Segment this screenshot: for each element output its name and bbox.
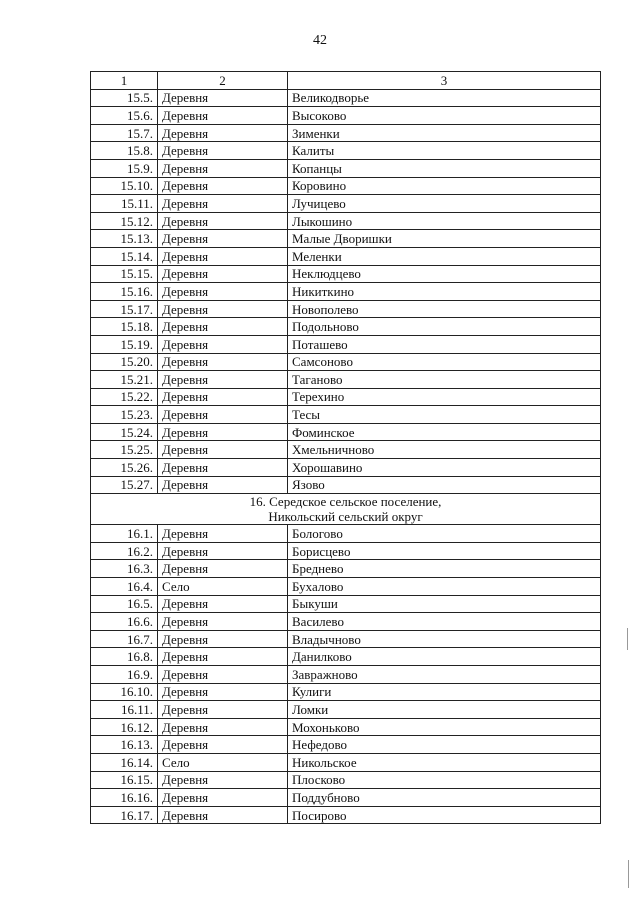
row-number: 15.7. <box>91 124 158 142</box>
table-row <box>91 441 601 459</box>
row-number: 15.26. <box>91 459 158 477</box>
settlement-name: Лыкошино <box>288 212 601 230</box>
row-number: 15.5. <box>91 89 158 107</box>
row-number: 15.19. <box>91 335 158 353</box>
row-number: 15.6. <box>91 107 158 125</box>
table-row <box>91 578 601 596</box>
settlement-name: Бологово <box>288 525 601 543</box>
settlement-type: Деревня <box>158 406 288 424</box>
table-row <box>91 195 601 213</box>
settlement-name: Терехино <box>288 388 601 406</box>
row-number: 16.7. <box>91 630 158 648</box>
row-number: 16.2. <box>91 542 158 560</box>
row-number: 16.3. <box>91 560 158 578</box>
table-row <box>91 159 601 177</box>
settlement-name: Никиткино <box>288 283 601 301</box>
section-16-group <box>91 494 601 525</box>
settlement-type: Деревня <box>158 476 288 494</box>
row-number: 15.15. <box>91 265 158 283</box>
table-row <box>91 525 601 543</box>
settlement-name: Великодворье <box>288 89 601 107</box>
row-number: 16.10. <box>91 683 158 701</box>
row-number: 16.17. <box>91 806 158 824</box>
row-number: 16.5. <box>91 595 158 613</box>
rows-group-15 <box>91 89 601 494</box>
row-number: 15.18. <box>91 318 158 336</box>
table-row <box>91 142 601 160</box>
row-number: 16.14. <box>91 753 158 771</box>
table-row <box>91 560 601 578</box>
table-row <box>91 335 601 353</box>
table-row <box>91 406 601 424</box>
settlement-type: Деревня <box>158 300 288 318</box>
column-header-2: 2 <box>158 72 288 90</box>
table-row <box>91 124 601 142</box>
row-number: 15.20. <box>91 353 158 371</box>
settlement-type: Деревня <box>158 283 288 301</box>
settlement-name: Кулиги <box>288 683 601 701</box>
settlement-name: Никольское <box>288 753 601 771</box>
settlement-type: Деревня <box>158 789 288 807</box>
settlement-type: Деревня <box>158 560 288 578</box>
settlement-type: Деревня <box>158 335 288 353</box>
settlement-type: Деревня <box>158 212 288 230</box>
section-heading-line-2: Никольский сельский округ <box>268 509 423 525</box>
settlement-name: Бухалово <box>288 578 601 596</box>
rows-group-16 <box>91 525 601 824</box>
settlement-name: Мохоньково <box>288 718 601 736</box>
table-row <box>91 613 601 631</box>
row-number: 15.17. <box>91 300 158 318</box>
row-number: 16.16. <box>91 789 158 807</box>
settlement-type: Деревня <box>158 718 288 736</box>
table-row <box>91 630 601 648</box>
settlement-name: Лучицево <box>288 195 601 213</box>
row-number: 15.21. <box>91 371 158 389</box>
settlement-type: Деревня <box>158 771 288 789</box>
row-number: 15.22. <box>91 388 158 406</box>
table-row <box>91 230 601 248</box>
settlements-table <box>90 71 601 824</box>
row-number: 16.12. <box>91 718 158 736</box>
settlement-name: Тесы <box>288 406 601 424</box>
scan-edge-mark <box>627 628 628 650</box>
row-number: 16.6. <box>91 613 158 631</box>
settlement-type: Деревня <box>158 736 288 754</box>
row-number: 16.1. <box>91 525 158 543</box>
settlement-name: Зименки <box>288 124 601 142</box>
settlement-type: Деревня <box>158 371 288 389</box>
row-number: 16.4. <box>91 578 158 596</box>
settlement-name: Данилково <box>288 648 601 666</box>
row-number: 15.16. <box>91 283 158 301</box>
settlement-type: Деревня <box>158 542 288 560</box>
row-number: 15.10. <box>91 177 158 195</box>
settlement-name: Ломки <box>288 701 601 719</box>
table-row <box>91 318 601 336</box>
settlement-name: Высоково <box>288 107 601 125</box>
settlement-type: Деревня <box>158 142 288 160</box>
table-row <box>91 789 601 807</box>
settlement-type: Деревня <box>158 595 288 613</box>
settlement-name: Быкуши <box>288 595 601 613</box>
table-row <box>91 753 601 771</box>
row-number: 16.15. <box>91 771 158 789</box>
row-number: 15.14. <box>91 247 158 265</box>
settlement-type: Деревня <box>158 124 288 142</box>
table-row <box>91 459 601 477</box>
section-heading-row <box>91 494 601 525</box>
settlement-type: Деревня <box>158 177 288 195</box>
settlement-type: Деревня <box>158 683 288 701</box>
settlement-type: Деревня <box>158 353 288 371</box>
column-header-3: 3 <box>288 72 601 90</box>
settlement-name: Нефедово <box>288 736 601 754</box>
settlement-type: Деревня <box>158 230 288 248</box>
settlement-type: Деревня <box>158 247 288 265</box>
settlement-type: Деревня <box>158 648 288 666</box>
row-number: 15.8. <box>91 142 158 160</box>
settlement-name: Копанцы <box>288 159 601 177</box>
table-row <box>91 388 601 406</box>
table-row <box>91 371 601 389</box>
settlement-type: Деревня <box>158 806 288 824</box>
section-heading-line-1: 16. Середское сельское поселение, <box>249 494 442 510</box>
row-number: 15.25. <box>91 441 158 459</box>
row-number: 15.13. <box>91 230 158 248</box>
settlement-type: Деревня <box>158 613 288 631</box>
settlement-name: Завражново <box>288 666 601 684</box>
table-row <box>91 423 601 441</box>
settlement-name: Коровино <box>288 177 601 195</box>
table-row <box>91 595 601 613</box>
table-row <box>91 300 601 318</box>
settlement-type: Деревня <box>158 89 288 107</box>
scan-edge-mark <box>628 860 629 888</box>
page-number: 42 <box>313 33 327 48</box>
settlement-type: Деревня <box>158 388 288 406</box>
settlement-name: Таганово <box>288 371 601 389</box>
settlement-type: Деревня <box>158 701 288 719</box>
settlement-type: Деревня <box>158 630 288 648</box>
settlement-name: Фоминское <box>288 423 601 441</box>
table-row <box>91 771 601 789</box>
settlement-type: Село <box>158 578 288 596</box>
table-row <box>91 107 601 125</box>
row-number: 15.12. <box>91 212 158 230</box>
row-number: 15.9. <box>91 159 158 177</box>
table-row <box>91 542 601 560</box>
table-row <box>91 177 601 195</box>
section-heading <box>91 494 601 525</box>
table-row <box>91 283 601 301</box>
settlement-name: Борисцево <box>288 542 601 560</box>
table-row <box>91 683 601 701</box>
table-row <box>91 247 601 265</box>
table-row <box>91 736 601 754</box>
row-number: 16.13. <box>91 736 158 754</box>
row-number: 15.27. <box>91 476 158 494</box>
settlement-type: Деревня <box>158 107 288 125</box>
table-row <box>91 89 601 107</box>
settlement-name: Самсоново <box>288 353 601 371</box>
settlement-name: Плосково <box>288 771 601 789</box>
table-row <box>91 353 601 371</box>
settlement-name: Хмельничново <box>288 441 601 459</box>
settlement-type: Село <box>158 753 288 771</box>
row-number: 15.11. <box>91 195 158 213</box>
settlement-name: Малые Дворишки <box>288 230 601 248</box>
row-number: 16.11. <box>91 701 158 719</box>
table-row <box>91 701 601 719</box>
settlement-name: Поташево <box>288 335 601 353</box>
settlement-type: Деревня <box>158 159 288 177</box>
settlement-name: Владычново <box>288 630 601 648</box>
settlement-type: Деревня <box>158 265 288 283</box>
settlement-type: Деревня <box>158 666 288 684</box>
settlement-name: Бреднево <box>288 560 601 578</box>
table-row <box>91 265 601 283</box>
table-row <box>91 476 601 494</box>
settlement-type: Деревня <box>158 459 288 477</box>
settlement-name: Посирово <box>288 806 601 824</box>
settlement-name: Язово <box>288 476 601 494</box>
settlement-type: Деревня <box>158 195 288 213</box>
settlement-name: Новополево <box>288 300 601 318</box>
settlement-name: Подольново <box>288 318 601 336</box>
settlement-name: Меленки <box>288 247 601 265</box>
table-row <box>91 718 601 736</box>
table-header-row <box>91 72 601 90</box>
settlement-name: Хорошавино <box>288 459 601 477</box>
settlement-type: Деревня <box>158 441 288 459</box>
settlement-name: Неклюдцево <box>288 265 601 283</box>
settlement-name: Василево <box>288 613 601 631</box>
settlement-type: Деревня <box>158 318 288 336</box>
table-row <box>91 806 601 824</box>
settlement-type: Деревня <box>158 525 288 543</box>
settlement-type: Деревня <box>158 423 288 441</box>
table-row <box>91 212 601 230</box>
table-row <box>91 648 601 666</box>
row-number: 15.24. <box>91 423 158 441</box>
row-number: 16.9. <box>91 666 158 684</box>
row-number: 15.23. <box>91 406 158 424</box>
table-row <box>91 666 601 684</box>
column-header-1: 1 <box>91 72 158 90</box>
settlement-name: Поддубново <box>288 789 601 807</box>
row-number: 16.8. <box>91 648 158 666</box>
settlement-name: Калиты <box>288 142 601 160</box>
